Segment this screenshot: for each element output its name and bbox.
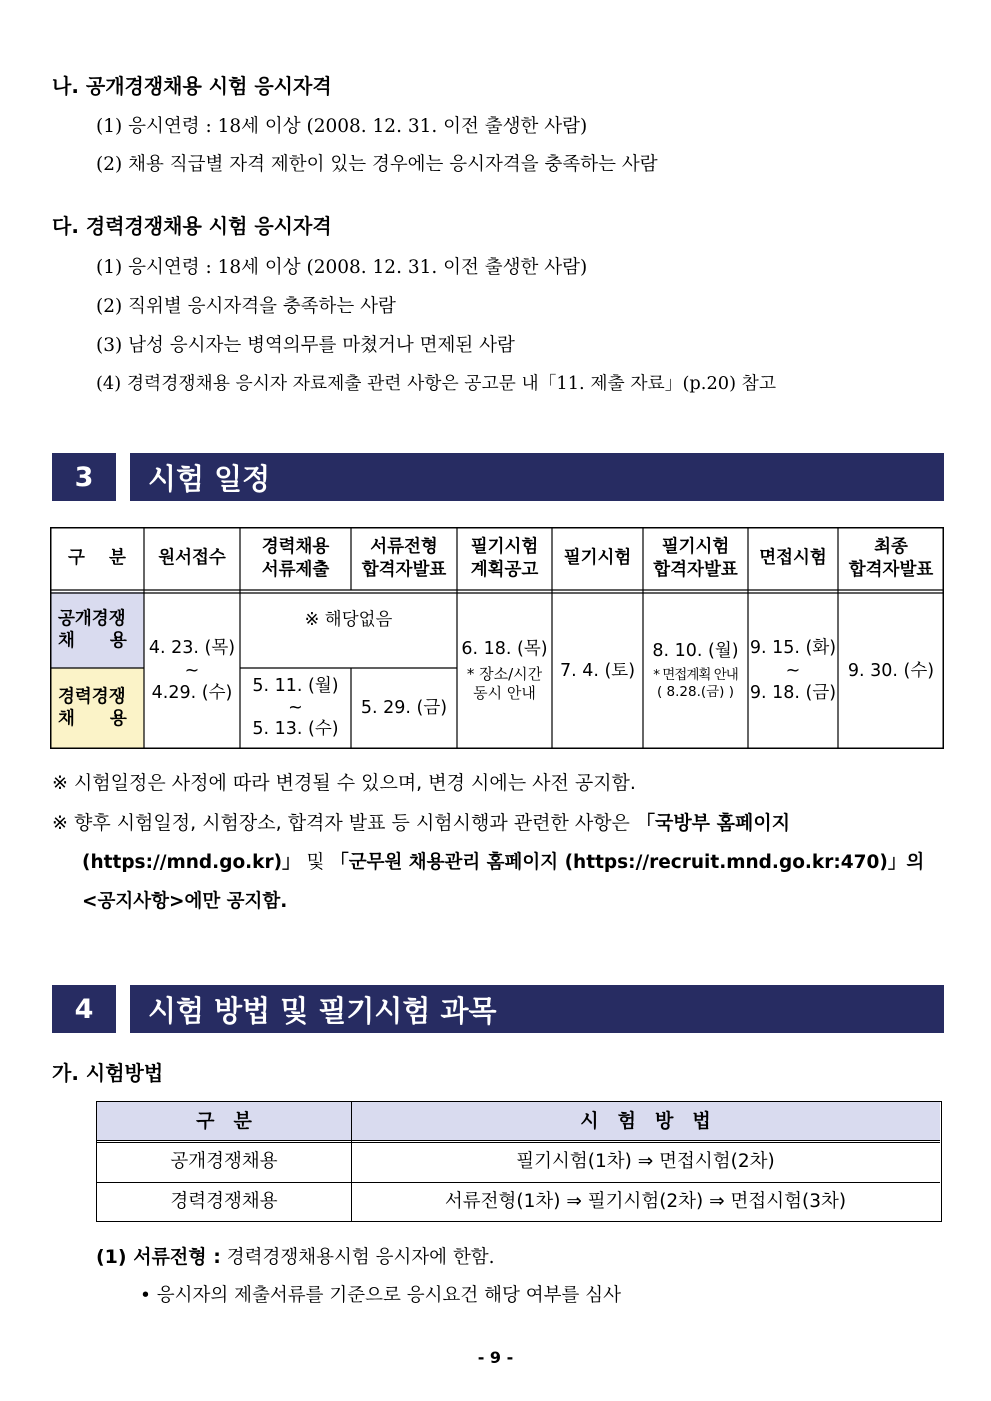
da-item-4: (4) 경력경쟁채용 응시자 자료제출 관련 사항은 공고문 내「11. 제출 자료」(p.20) 참고 (96, 373, 777, 394)
section-4-number: 4 (52, 985, 116, 1033)
doc-screening-label: (1) 서류전형 : (96, 1246, 221, 1268)
method-row-1-category: 공개경쟁채용 (170, 1151, 278, 1173)
da-item-1: (1) 응시연령 : 18세 이상 (2008. 12. 31. 이전 출생한 사람) (96, 257, 588, 278)
method-hdr-category: 구 분 (196, 1109, 252, 1132)
heading-ga: 가. 시험방법 (52, 1061, 164, 1085)
application-dates: 4. 23. (목) ~ 4.29. (수) (148, 637, 236, 704)
hdr-doc-result: 서류전형 합격자발표 (361, 536, 447, 580)
page-number: - 9 - (477, 1348, 514, 1367)
note-2-line-1: ※ 향후 시험일정, 시험장소, 합격자 발표 등 시험시행과 관련한 사항은 「국방부 홈페이지 (52, 812, 791, 834)
hdr-interview: 면접시험 (759, 548, 827, 569)
hdr-application: 원서접수 (158, 548, 226, 569)
method-hdr-method: 시 험 방 법 (580, 1109, 711, 1132)
method-row-2-method: 서류전형(1차) ⇒ 필기시험(2차) ⇒ 면접시험(3차) (444, 1190, 847, 1212)
career-docs-dates: 5. 11. (월) ~ 5. 13. (수) (252, 675, 339, 740)
na-item-1: (1) 응시연령 : 18세 이상 (2008. 12. 31. 이전 출생한 사람) (96, 116, 588, 137)
method-table (96, 1101, 942, 1222)
not-applicable: ※ 해당없음 (304, 609, 393, 630)
hdr-career-docs: 경력채용 서류제출 (261, 536, 330, 580)
row-career-label: 경력경쟁 채 용 (58, 686, 127, 729)
note-1: ※ 시험일정은 사정에 따라 변경될 수 있으며, 변경 시에는 사전 공지함. (52, 772, 636, 794)
da-item-3: (3) 남성 응시자는 병역의무를 마쳤거나 면제된 사람 (96, 335, 515, 356)
heading-na: 나. 공개경쟁채용 시험 응시자격 (52, 74, 332, 98)
da-item-2: (2) 직위별 응시자격을 충족하는 사람 (96, 296, 396, 317)
method-row-2-category: 경력경쟁채용 (170, 1190, 278, 1212)
note-2-line-3: <공지사항>에만 공지함. (82, 891, 288, 912)
section-3-title: 시험 일정 (130, 453, 944, 501)
doc-result-date: 5. 29. (금) (360, 698, 448, 719)
written-result: 8. 10. (월) * 면접계획 안내 ( 8.28.(금) ) (652, 641, 739, 701)
row-open-label: 공개경쟁 채 용 (58, 608, 127, 651)
heading-da: 다. 경력경쟁채용 시험 응시자격 (52, 214, 332, 238)
na-item-2: (2) 채용 직급별 자격 제한이 있는 경우에는 응시자격을 충족하는 사람 (96, 154, 658, 175)
hdr-written-result: 필기시험 합격자발표 (653, 536, 738, 580)
section-4-header (52, 985, 944, 1033)
hdr-category: 구 분 (68, 548, 126, 569)
hdr-written-plan: 필기시험 계획공고 (470, 536, 539, 580)
written-date: 7. 4. (토) (559, 660, 636, 681)
doc-screening-bullet: • 응시자의 제출서류를 기준으로 응시요건 해당 여부를 심사 (140, 1285, 621, 1306)
section-3-number: 3 (52, 453, 116, 501)
interview-dates: 9. 15. (화) ~ 9. 18. (금) (749, 637, 837, 704)
written-plan: 6. 18. (목) * 장소/시간 동시 안내 (461, 639, 548, 703)
schedule-table (50, 527, 944, 749)
doc-screening-text: 경력경쟁채용시험 응시자에 한함. (220, 1247, 495, 1268)
note-2-line-2: (https://mnd.go.kr)」 및 「군무원 채용관리 홈페이지 (https://recruit.mnd.go.kr:470)」의 (82, 852, 925, 873)
hdr-written: 필기시험 (563, 548, 632, 569)
method-row-1-method: 필기시험(1차) ⇒ 면접시험(2차) (516, 1151, 775, 1173)
doc-screening-line (96, 1242, 495, 1269)
hdr-final: 최종 합격자발표 (848, 536, 934, 580)
section-4-title: 시험 방법 및 필기시험 과목 (130, 985, 944, 1033)
final-date: 9. 30. (수) (847, 660, 935, 681)
section-3-header (52, 453, 944, 501)
